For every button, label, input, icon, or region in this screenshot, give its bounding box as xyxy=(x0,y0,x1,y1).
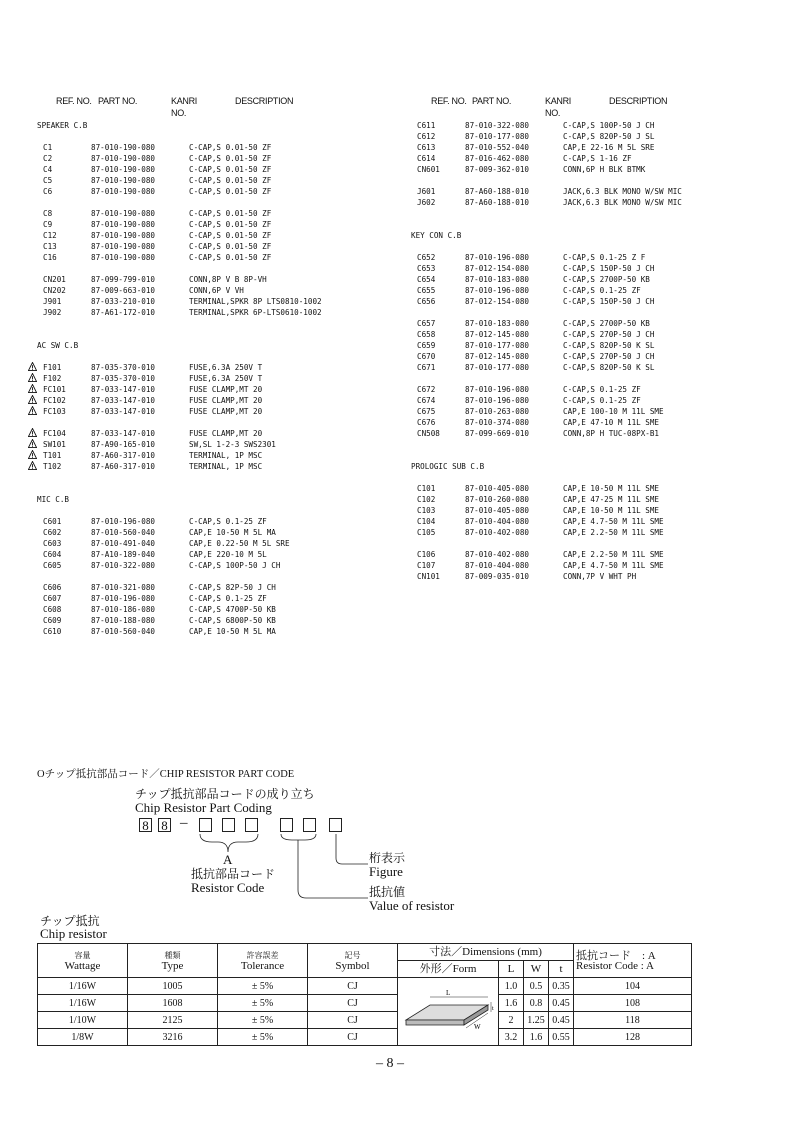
type-cell: 1608 xyxy=(128,995,218,1012)
ref-no-cell: C659 xyxy=(417,341,436,350)
tolerance-cell: ± 5% xyxy=(218,1029,308,1046)
description-cell: C-CAP,S 82P-50 J CH xyxy=(189,583,276,592)
w-cell: 0.8 xyxy=(524,995,549,1012)
description-cell: FUSE CLAMP,MT 20 xyxy=(189,385,263,394)
code-header-jp: 抵抗コード : A xyxy=(576,949,656,962)
part-no-cell: 87-A60-317-010 xyxy=(91,462,156,471)
symbol-cell: CJ xyxy=(308,1029,398,1046)
ref-no-cell: F101 xyxy=(43,363,62,372)
code-cell: 118 xyxy=(574,1012,692,1029)
ref-no-cell: C612 xyxy=(417,132,436,141)
description-cell: C-CAP,S 820P-50 J SL xyxy=(563,132,655,141)
description-cell: CAP,E 47-25 M 11L SME xyxy=(563,495,660,504)
part-no-cell: 87-010-402-080 xyxy=(465,528,530,537)
description-cell: CAP,E 4.7-50 M 11L SME xyxy=(563,561,664,570)
description-cell: C-CAP,S 0.01-50 ZF xyxy=(189,209,272,218)
description-cell: C-CAP,S 0.1-25 ZF xyxy=(563,385,641,394)
description-cell: C-CAP,S 100P-50 J CH xyxy=(563,121,655,130)
description-cell: SW,SL 1-2-3 SWS2301 xyxy=(189,440,276,449)
wattage-header-jp: 容量 xyxy=(74,950,91,960)
part-no-cell: 87-009-035-010 xyxy=(465,572,530,581)
chip-code-jp-subtitle: チップ抵抗部品コードの成り立ち xyxy=(135,787,315,801)
l-cell: 1.6 xyxy=(499,995,524,1012)
part-no-cell: 87-A90-165-010 xyxy=(91,440,156,449)
part-no-cell: 87-010-404-080 xyxy=(465,517,530,526)
description-cell: FUSE,6.3A 250V T xyxy=(189,374,263,383)
part-no-cell: 87-010-190-080 xyxy=(91,143,156,152)
kanri-header: KANRI xyxy=(545,96,572,106)
description-cell: CAP,E 100-10 M 11L SME xyxy=(563,407,664,416)
ref-no-cell: T101 xyxy=(43,451,62,460)
description-cell: C-CAP,S 0.01-50 ZF xyxy=(189,220,272,229)
part-no-cell: 87-010-190-080 xyxy=(91,187,156,196)
description-cell: CONN,7P V WHT PH xyxy=(563,572,637,581)
w-cell: 1.6 xyxy=(524,1029,549,1046)
description-cell: C-CAP,S 1-16 ZF xyxy=(563,154,632,163)
chip-resistor-table xyxy=(37,943,692,1046)
description-cell: C-CAP,S 0.1-25 ZF xyxy=(189,517,267,526)
page-number: – 8 – xyxy=(376,1056,404,1071)
ref-no-cell: C605 xyxy=(43,561,62,570)
description-cell: CAP,E 10-50 M 11L SME xyxy=(563,484,660,493)
part-no-cell: 87-012-145-080 xyxy=(465,352,530,361)
description-cell: C-CAP,S 6800P-50 KB xyxy=(189,616,276,625)
diagram-l-label: L xyxy=(446,989,451,997)
part-no-cell: 87-033-147-010 xyxy=(91,385,156,394)
part-no-cell: 87-010-322-080 xyxy=(91,561,156,570)
description-cell: CAP,E 22-16 M 5L SRE xyxy=(563,143,655,152)
t-cell: 0.45 xyxy=(549,995,574,1012)
resistor-code-en: Resistor Code xyxy=(191,880,265,895)
ref-no-cell: C652 xyxy=(417,253,436,262)
section-title: SPEAKER C.B xyxy=(37,121,88,130)
value-jp: 抵抗値 xyxy=(369,885,406,899)
description-cell: C-CAP,S 4700P-50 KB xyxy=(189,605,276,614)
ref-no-cell: C103 xyxy=(417,506,436,515)
value-en: Value of resistor xyxy=(369,898,455,913)
table-row xyxy=(38,1029,692,1046)
ref-no-cell: FC102 xyxy=(43,396,66,405)
description-cell: CAP,E 4.7-50 M 11L SME xyxy=(563,517,664,526)
type-header-en: Type xyxy=(161,959,184,972)
ref-no-cell: C674 xyxy=(417,396,436,405)
description-cell: TERMINAL, 1P MSC xyxy=(189,462,263,471)
symbol-cell: CJ xyxy=(308,978,398,995)
section-title: PROLOGIC SUB C.B xyxy=(411,462,485,471)
part-no-cell: 87-012-145-080 xyxy=(465,330,530,339)
ref-no-cell: T102 xyxy=(43,462,62,471)
part-no-cell: 87-009-663-010 xyxy=(91,286,156,295)
ref-no-cell: C675 xyxy=(417,407,436,416)
description-cell: C-CAP,S 2700P-50 KB xyxy=(563,319,650,328)
label-a: A xyxy=(223,852,233,867)
description-cell: TERMINAL, 1P MSC xyxy=(189,451,263,460)
part-no-cell: 87-010-260-080 xyxy=(465,495,530,504)
ref-no-cell: C655 xyxy=(417,286,436,295)
l-cell: 2 xyxy=(499,1012,524,1029)
ref-no-cell: C609 xyxy=(43,616,62,625)
description-cell: CAP,E 10-50 M 11L SME xyxy=(563,506,660,515)
chip-table-title-en: Chip resistor xyxy=(40,926,107,941)
form-diagram-cell xyxy=(398,978,499,1046)
description-cell: C-CAP,S 0.01-50 ZF xyxy=(189,143,272,152)
part-no-cell: 87-099-799-010 xyxy=(91,275,156,284)
ref-no-cell: C604 xyxy=(43,550,62,559)
description-cell: C-CAP,S 0.01-50 ZF xyxy=(189,231,272,240)
part-no-cell: 87-A60-317-010 xyxy=(91,451,156,460)
ref-no-cell: C16 xyxy=(43,253,57,262)
ref-no-cell: C107 xyxy=(417,561,436,570)
t-cell: 0.35 xyxy=(549,978,574,995)
ref-no-cell: C601 xyxy=(43,517,62,526)
tolerance-cell: ± 5% xyxy=(218,978,308,995)
part-no-cell: 87-012-154-080 xyxy=(465,264,530,273)
ref-no-cell: FC101 xyxy=(43,385,66,394)
ref-no-cell: CN201 xyxy=(43,275,66,284)
diagram-w-label: W xyxy=(474,1023,481,1031)
l-header: L xyxy=(499,961,524,978)
description-cell: CONN,8P H TUC-08PX-B1 xyxy=(563,429,660,438)
table-row xyxy=(38,978,692,995)
symbol-header-en: Symbol xyxy=(335,959,370,972)
ref-no-cell: J601 xyxy=(417,187,436,196)
part-no-cell: 87-033-147-010 xyxy=(91,396,156,405)
part-no-cell: 87-033-147-010 xyxy=(91,429,156,438)
description-cell: CONN,8P V B 8P-VH xyxy=(189,275,267,284)
part-no-cell: 87-010-190-080 xyxy=(91,176,156,185)
tolerance-header-en: Tolerance xyxy=(240,959,285,972)
type-header-jp: 種類 xyxy=(164,950,181,960)
t-cell: 0.45 xyxy=(549,1012,574,1029)
part-no-cell: 87-010-190-080 xyxy=(91,253,156,262)
description-header: DESCRIPTION xyxy=(235,96,294,106)
type-cell: 2125 xyxy=(128,1012,218,1029)
description-cell: JACK,6.3 BLK MONO W/SW MIC xyxy=(563,187,682,196)
description-cell: C-CAP,S 0.01-50 ZF xyxy=(189,242,272,251)
part-no-cell: 87-016-462-080 xyxy=(465,154,530,163)
description-cell: C-CAP,S 820P-50 K SL xyxy=(563,341,655,350)
section-title: MIC C.B xyxy=(37,495,70,504)
code-digit-2: 8 xyxy=(158,818,171,832)
kanri-header: KANRI xyxy=(171,96,198,106)
part-no-cell: 87-010-196-080 xyxy=(465,253,530,262)
ref-no-cell: CN101 xyxy=(417,572,440,581)
w-cell: 0.5 xyxy=(524,978,549,995)
part-no-cell: 87-010-196-080 xyxy=(91,517,156,526)
chip-code-en-subtitle: Chip Resistor Part Coding xyxy=(135,800,272,815)
ref-no-cell: C613 xyxy=(417,143,436,152)
ref-no-cell: C13 xyxy=(43,242,57,251)
part-no-cell: 87-010-186-080 xyxy=(91,605,156,614)
description-cell: TERMINAL,SPKR 8P LTS0810-1002 xyxy=(189,297,322,306)
part-no-cell: 87-010-196-080 xyxy=(465,396,530,405)
part-no-cell: 87-010-188-080 xyxy=(91,616,156,625)
part-no-cell: 87-010-374-080 xyxy=(465,418,530,427)
description-cell: C-CAP,S 0.01-50 ZF xyxy=(189,187,272,196)
description-cell: C-CAP,S 150P-50 J CH xyxy=(563,297,655,306)
part-no-cell: 87-012-154-080 xyxy=(465,297,530,306)
code-header-en: Resistor Code : A xyxy=(576,959,654,972)
part-no-cell: 87-033-147-010 xyxy=(91,407,156,416)
code-dash: – xyxy=(180,815,188,831)
part-no-cell: 87-099-669-010 xyxy=(465,429,530,438)
description-cell: CAP,E 47-10 M 11L SME xyxy=(563,418,660,427)
ref-no-cell: C2 xyxy=(43,154,53,163)
ref-no-cell: C9 xyxy=(43,220,53,229)
description-cell: C-CAP,S 0.1-25 Z F xyxy=(563,253,646,262)
table-row xyxy=(38,1012,692,1029)
part-no-cell: 87-010-196-080 xyxy=(465,385,530,394)
tolerance-header-jp: 許容誤差 xyxy=(246,950,279,960)
description-cell: CAP,E 10-50 M 5L MA xyxy=(189,528,276,537)
description-cell: C-CAP,S 820P-50 K SL xyxy=(563,363,655,372)
section-title: KEY CON C.B xyxy=(411,231,462,240)
ref-no-cell: SW101 xyxy=(43,440,66,449)
chip-form-diagram xyxy=(400,980,496,1040)
chip-code-title: Oチップ抵抗部品コード／CHIP RESISTOR PART CODE xyxy=(37,769,295,780)
part-no-cell: 87-010-190-080 xyxy=(91,231,156,240)
description-cell: C-CAP,S 0.1-25 ZF xyxy=(189,594,267,603)
ref-no-cell: C657 xyxy=(417,319,436,328)
ref-no-cell: C614 xyxy=(417,154,436,163)
part-no-cell: 87-010-177-080 xyxy=(465,363,530,372)
diagram-t-label: t xyxy=(492,1006,494,1012)
tolerance-cell: ± 5% xyxy=(218,995,308,1012)
ref-no-cell: C658 xyxy=(417,330,436,339)
description-cell: FUSE,6.3A 250V T xyxy=(189,363,263,372)
description-cell: C-CAP,S 0.01-50 ZF xyxy=(189,165,272,174)
part-no-cell: 87-010-177-080 xyxy=(465,341,530,350)
part-no-cell: 87-010-402-080 xyxy=(465,550,530,559)
ref-no-cell: J602 xyxy=(417,198,436,207)
ref-no-cell: FC103 xyxy=(43,407,66,416)
symbol-cell: CJ xyxy=(308,1012,398,1029)
part-no-cell: 87-010-183-080 xyxy=(465,275,530,284)
description-cell: CAP,E 220-10 M 5L xyxy=(189,550,267,559)
ref-no-cell: CN601 xyxy=(417,165,440,174)
wattage-cell: 1/16W xyxy=(38,995,128,1012)
description-cell: CAP,E 0.22-50 M 5L SRE xyxy=(189,539,290,548)
part-no-cell: 87-010-196-080 xyxy=(91,594,156,603)
ref-no-cell: C603 xyxy=(43,539,62,548)
dimensions-header: 寸法／Dimensions (mm) xyxy=(398,944,574,961)
description-cell: C-CAP,S 0.01-50 ZF xyxy=(189,154,272,163)
ref-no-cell: C653 xyxy=(417,264,436,273)
form-header: 外形／Form xyxy=(398,961,499,978)
part-no-cell: 87-010-405-080 xyxy=(465,506,530,515)
ref-no-cell: C4 xyxy=(43,165,53,174)
part-no-cell: 87-009-362-010 xyxy=(465,165,530,174)
part-no-cell: 87-010-190-080 xyxy=(91,154,156,163)
ref-no-cell: C105 xyxy=(417,528,436,537)
ref-no-header: REF. NO. xyxy=(56,96,92,106)
ref-no-cell: C608 xyxy=(43,605,62,614)
ref-no-cell: C606 xyxy=(43,583,62,592)
part-no-cell: 87-010-405-080 xyxy=(465,484,530,493)
ref-no-cell: FC104 xyxy=(43,429,66,438)
w-cell: 1.25 xyxy=(524,1012,549,1029)
part-no-cell: 87-010-560-040 xyxy=(91,528,156,537)
table-header-row xyxy=(38,944,692,961)
ref-no-cell: C12 xyxy=(43,231,57,240)
description-cell: TERMINAL,SPKR 6P-LTS0610-1002 xyxy=(189,308,322,317)
ref-no-cell: C672 xyxy=(417,385,436,394)
chip-table-title-jp: チップ抵抗 xyxy=(40,914,100,928)
part-no-cell: 87-033-210-010 xyxy=(91,297,156,306)
description-cell: FUSE CLAMP,MT 20 xyxy=(189,396,263,405)
description-cell: CAP,E 10-50 M 5L MA xyxy=(189,627,276,636)
part-no-cell: 87-A61-172-010 xyxy=(91,308,156,317)
description-cell: C-CAP,S 0.01-50 ZF xyxy=(189,253,272,262)
tolerance-cell: ± 5% xyxy=(218,1012,308,1029)
part-no-cell: 87-010-190-080 xyxy=(91,242,156,251)
ref-no-cell: C5 xyxy=(43,176,53,185)
ref-no-cell: C607 xyxy=(43,594,62,603)
code-cell: 128 xyxy=(574,1029,692,1046)
part-no-cell: 87-A10-189-040 xyxy=(91,550,156,559)
ref-no-cell: C1 xyxy=(43,143,53,152)
part-no-cell: 87-035-370-010 xyxy=(91,374,156,383)
ref-no-cell: C610 xyxy=(43,627,62,636)
ref-no-cell: J902 xyxy=(43,308,62,317)
description-cell: C-CAP,S 150P-50 J CH xyxy=(563,264,655,273)
wattage-cell: 1/8W xyxy=(38,1029,128,1046)
ref-no-cell: C611 xyxy=(417,121,436,130)
part-no-cell: 87-010-321-080 xyxy=(91,583,156,592)
symbol-cell: CJ xyxy=(308,995,398,1012)
description-cell: JACK,6.3 BLK MONO W/SW MIC xyxy=(563,198,682,207)
type-cell: 1005 xyxy=(128,978,218,995)
part-no-cell: 87-010-263-080 xyxy=(465,407,530,416)
ref-no-cell: J901 xyxy=(43,297,62,306)
code-cell: 108 xyxy=(574,995,692,1012)
figure-en: Figure xyxy=(369,864,403,879)
part-no-cell: 87-A60-188-010 xyxy=(465,198,530,207)
ref-no-cell: C106 xyxy=(417,550,436,559)
ref-no-cell: C654 xyxy=(417,275,436,284)
part-no-cell: 87-010-491-040 xyxy=(91,539,156,548)
t-cell: 0.55 xyxy=(549,1029,574,1046)
description-cell: CAP,E 2.2-50 M 11L SME xyxy=(563,550,664,559)
description-cell: C-CAP,S 270P-50 J CH xyxy=(563,352,655,361)
description-cell: CONN,6P H BLK BTMK xyxy=(563,165,646,174)
description-cell: FUSE CLAMP,MT 20 xyxy=(189,407,263,416)
description-cell: FUSE CLAMP,MT 20 xyxy=(189,429,263,438)
part-no-cell: 87-010-190-080 xyxy=(91,209,156,218)
part-no-cell: 87-010-322-080 xyxy=(465,121,530,130)
ref-no-header: REF. NO. xyxy=(431,96,467,106)
part-no-cell: 87-010-177-080 xyxy=(465,132,530,141)
description-cell: C-CAP,S 0.01-50 ZF xyxy=(189,176,272,185)
wattage-cell: 1/16W xyxy=(38,978,128,995)
ref-no-cell: CN508 xyxy=(417,429,440,438)
part-no-cell: 87-010-552-040 xyxy=(465,143,530,152)
description-cell: CAP,E 2.2-50 M 11L SME xyxy=(563,528,664,537)
part-no-cell: 87-010-190-080 xyxy=(91,165,156,174)
section-title: AC SW C.B xyxy=(37,341,79,350)
part-no-cell: 87-010-404-080 xyxy=(465,561,530,570)
ref-no-cell: C8 xyxy=(43,209,53,218)
ref-no-cell: C676 xyxy=(417,418,436,427)
description-cell: C-CAP,S 2700P-50 KB xyxy=(563,275,650,284)
ref-no-cell: C602 xyxy=(43,528,62,537)
description-header: DESCRIPTION xyxy=(609,96,668,106)
ref-no-cell: C104 xyxy=(417,517,436,526)
table-row xyxy=(38,995,692,1012)
description-cell: C-CAP,S 0.1-25 ZF xyxy=(563,396,641,405)
l-cell: 1.0 xyxy=(499,978,524,995)
ref-no-cell: CN202 xyxy=(43,286,66,295)
t-header: t xyxy=(549,961,574,978)
ref-no-cell: C671 xyxy=(417,363,436,372)
part-no-cell: 87-010-196-080 xyxy=(465,286,530,295)
part-no-cell: 87-010-183-080 xyxy=(465,319,530,328)
ref-no-cell: F102 xyxy=(43,374,62,383)
part-no-header: PART NO. xyxy=(98,96,138,106)
type-cell: 3216 xyxy=(128,1029,218,1046)
symbol-header-jp: 記号 xyxy=(344,950,361,960)
code-cell: 104 xyxy=(574,978,692,995)
l-cell: 3.2 xyxy=(499,1029,524,1046)
w-header: W xyxy=(524,961,549,978)
description-cell: C-CAP,S 0.1-25 ZF xyxy=(563,286,641,295)
ref-no-cell: C6 xyxy=(43,187,53,196)
part-no-cell: 87-010-560-040 xyxy=(91,627,156,636)
description-cell: CONN,6P V VH xyxy=(189,286,244,295)
code-digit-1: 8 xyxy=(139,818,152,832)
ref-no-cell: C656 xyxy=(417,297,436,306)
part-no-cell: 87-035-370-010 xyxy=(91,363,156,372)
part-no-header: PART NO. xyxy=(472,96,512,106)
description-cell: C-CAP,S 100P-50 J CH xyxy=(189,561,281,570)
ref-no-cell: C102 xyxy=(417,495,436,504)
kanri-no-header: NO. xyxy=(545,108,561,118)
description-cell: C-CAP,S 270P-50 J CH xyxy=(563,330,655,339)
figure-jp: 桁表示 xyxy=(369,851,406,865)
ref-no-cell: C101 xyxy=(417,484,436,493)
wattage-header-en: Wattage xyxy=(64,959,101,972)
part-no-cell: 87-010-190-080 xyxy=(91,220,156,229)
part-no-cell: 87-A60-188-010 xyxy=(465,187,530,196)
kanri-no-header: NO. xyxy=(171,108,187,118)
resistor-code-jp: 抵抗部品コード xyxy=(191,867,276,881)
ref-no-cell: C670 xyxy=(417,352,436,361)
wattage-cell: 1/10W xyxy=(38,1012,128,1029)
